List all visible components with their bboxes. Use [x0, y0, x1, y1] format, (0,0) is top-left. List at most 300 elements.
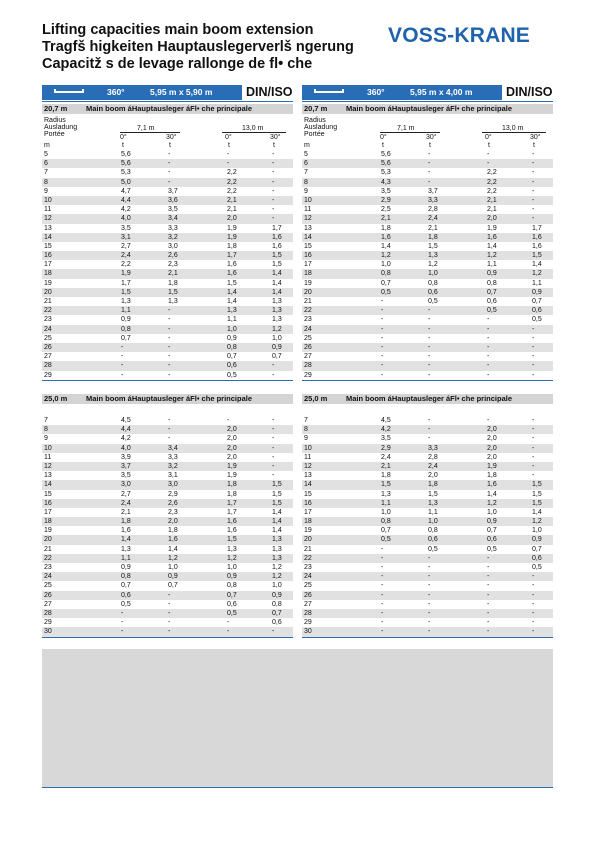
capacity-cell: - [532, 591, 535, 599]
capacity-cell: - [272, 196, 275, 204]
capacity-cell: 2,2 [121, 261, 131, 269]
capacity-cell: 0,9 [227, 573, 237, 581]
capacity-cell: 1,4 [272, 270, 282, 278]
capacity-cell: - [428, 417, 431, 424]
boom-angle: 30° [530, 134, 541, 141]
radius-cell: 12 [44, 215, 52, 223]
table-row [302, 233, 553, 242]
outrigger-dims: 5,95 m x 4,00 m [410, 87, 473, 97]
capacity-cell: 1,9 [227, 233, 237, 241]
radius-cell: 13 [304, 224, 312, 232]
table-row [42, 214, 293, 223]
capacity-cell: 1,3 [272, 307, 282, 315]
capacity-cell: 3,1 [168, 472, 178, 480]
capacity-cell: 1,3 [272, 298, 282, 305]
radius-cell: 8 [304, 426, 308, 434]
radius-cell: 26 [44, 591, 52, 599]
capacity-cell: 1,8 [381, 224, 391, 232]
capacity-cell: 1,0 [428, 270, 438, 278]
boom-length: 25,0 m [44, 394, 68, 403]
capacity-cell: 3,5 [121, 472, 131, 480]
capacity-cell: 0,7 [381, 527, 391, 535]
capacity-cell: 2,1 [381, 215, 391, 223]
capacity-cell: 1,2 [272, 325, 282, 333]
capacity-cell: - [532, 573, 535, 581]
table-row [42, 508, 293, 517]
radius-cell: 22 [304, 307, 312, 315]
unit-label: t [228, 142, 230, 149]
table-row [42, 627, 293, 636]
capacity-cell: - [121, 362, 124, 370]
capacity-cell: - [272, 417, 275, 424]
radius-cell: 27 [44, 600, 52, 608]
capacity-cell: 1,3 [428, 252, 438, 260]
capacity-cell: - [121, 353, 124, 361]
capacity-cell: 1,3 [272, 536, 282, 544]
capacity-cell: 0,5 [428, 298, 438, 305]
table-row [42, 269, 293, 278]
capacity-cell: 1,6 [272, 242, 282, 250]
section-header [42, 104, 293, 114]
table-row [302, 471, 553, 480]
capacity-cell: 0,7 [381, 279, 391, 287]
capacity-cell: - [428, 628, 431, 636]
capacity-cell: 0,6 [121, 591, 131, 599]
radius-cell: 21 [304, 298, 312, 305]
capacity-cell: 1,6 [532, 233, 542, 241]
capacity-cell: 4,5 [381, 417, 391, 424]
table-row [42, 526, 293, 535]
radius-cell: 11 [44, 206, 52, 214]
capacity-cell: 2,3 [168, 508, 178, 516]
capacity-cell: - [532, 417, 535, 424]
capacity-cell: 2,2 [487, 178, 497, 186]
capacity-cell: 1,4 [121, 536, 131, 544]
capacity-cell: 1,3 [272, 554, 282, 562]
capacity-cell: - [272, 151, 275, 158]
capacity-cell: - [121, 628, 124, 636]
capacity-cell: - [168, 591, 171, 599]
capacity-cell: 0,7 [121, 334, 131, 342]
capacity-cell: 4,3 [381, 178, 391, 186]
capacity-cell: - [532, 371, 535, 379]
capacity-cell: 1,3 [168, 298, 178, 305]
capacity-cell: - [168, 334, 171, 342]
capacity-cell: 4,5 [121, 417, 131, 424]
capacity-cell: - [487, 564, 490, 571]
radius-label-line: Ausladung [44, 124, 78, 131]
capacity-cell: 1,4 [487, 490, 497, 498]
capacity-cell: 4,2 [121, 435, 131, 443]
capacity-cell: - [381, 628, 384, 636]
radius-cell: 19 [304, 527, 312, 535]
capacity-cell: 1,9 [227, 462, 237, 470]
table-row [302, 618, 553, 627]
capacity-cell: 1,3 [272, 545, 282, 553]
capacity-cell: 1,0 [168, 564, 178, 571]
capacity-cell: - [532, 169, 535, 177]
radius-cell: 17 [44, 261, 52, 269]
capacity-cell: 1,1 [487, 261, 497, 269]
capacity-cell: 2,0 [487, 435, 497, 443]
radius-label-line: Portée [44, 131, 65, 138]
capacity-cell: - [168, 435, 171, 443]
capacity-cell: 1,5 [532, 481, 542, 489]
radius-cell: 25 [44, 582, 52, 590]
divider [302, 380, 553, 381]
unit-label: m [304, 142, 310, 149]
capacity-cell: 1,6 [381, 233, 391, 241]
table-row [302, 499, 553, 508]
capacity-cell: - [381, 307, 384, 315]
capacity-cell: 1,9 [487, 224, 497, 232]
config-bar [42, 85, 242, 100]
table-row [42, 416, 293, 425]
radius-cell: 19 [44, 527, 52, 535]
capacity-cell: 1,9 [121, 270, 131, 278]
capacity-cell: 0,7 [272, 609, 282, 617]
radius-cell: 22 [44, 307, 52, 315]
capacity-cell: 1,9 [227, 224, 237, 232]
radius-cell: 17 [304, 261, 312, 269]
capacity-cell: - [272, 215, 275, 223]
boom-length: 20,7 m [44, 104, 68, 113]
table-row [302, 159, 553, 168]
capacity-cell: 2,6 [168, 252, 178, 260]
radius-cell: 24 [304, 325, 312, 333]
radius-cell: 18 [304, 518, 312, 526]
boom-icon [54, 89, 84, 95]
capacity-cell: 0,5 [227, 371, 237, 379]
capacity-cell: 2,6 [168, 499, 178, 507]
capacity-cell: 2,2 [227, 178, 237, 186]
capacity-cell: - [532, 325, 535, 333]
capacity-cell: - [272, 169, 275, 177]
capacity-cell: - [272, 371, 275, 379]
radius-value-1: 7,1 m [137, 125, 155, 132]
radius-cell: 28 [304, 609, 312, 617]
capacity-cell: - [381, 334, 384, 342]
capacity-cell: 1,4 [227, 288, 237, 296]
table-row [302, 609, 553, 618]
radius-cell: 14 [44, 233, 52, 241]
table-row [42, 315, 293, 324]
capacity-cell: - [532, 453, 535, 461]
capacity-cell: 1,9 [227, 472, 237, 480]
table-row [42, 545, 293, 554]
radius-cell: 14 [304, 481, 312, 489]
table-row [302, 371, 553, 380]
section-label: Main boom áHauptausleger áFl• che principale [346, 104, 512, 113]
capacity-cell: 2,2 [227, 187, 237, 195]
capacity-cell: 1,2 [272, 564, 282, 571]
table-row [302, 535, 553, 544]
capacity-cell: 0,6 [428, 288, 438, 296]
column-legend [42, 114, 293, 150]
table-row [42, 187, 293, 196]
table-row [302, 196, 553, 205]
table-row [302, 214, 553, 223]
unit-label: t [429, 142, 431, 149]
table-row [42, 196, 293, 205]
boom-angle: 0° [380, 134, 387, 141]
capacity-cell: 1,6 [272, 233, 282, 241]
capacity-cell: 0,9 [272, 343, 282, 351]
capacity-cell: 3,7 [168, 187, 178, 195]
radius-cell: 29 [44, 371, 52, 379]
table-row [42, 334, 293, 343]
capacity-cell: - [487, 582, 490, 590]
capacity-cell: 0,7 [487, 288, 497, 296]
radius-cell: 22 [44, 554, 52, 562]
capacity-cell: 1,5 [532, 499, 542, 507]
standard-label: DIN/ISO [246, 85, 293, 99]
capacity-cell: 1,0 [227, 564, 237, 571]
divider [302, 101, 553, 102]
radius-cell: 28 [44, 609, 52, 617]
capacity-cell: 3,0 [168, 242, 178, 250]
capacity-cell: 0,9 [487, 270, 497, 278]
capacity-cell: 3,3 [428, 444, 438, 452]
capacity-cell: 1,6 [121, 527, 131, 535]
boom-length: 20,7 m [304, 104, 328, 113]
capacity-cell: 0,6 [532, 307, 542, 315]
capacity-cell: - [272, 453, 275, 461]
capacity-cell: 1,3 [121, 298, 131, 305]
title-line-de: Tragfš higkeiten Hauptauslegerverlš ngerung [42, 39, 354, 55]
capacity-cell: 2,9 [381, 444, 391, 452]
capacity-cell: 0,9 [121, 564, 131, 571]
table-row [302, 490, 553, 499]
capacity-cell: 1,5 [428, 242, 438, 250]
capacity-cell: 0,9 [227, 334, 237, 342]
table-row [302, 288, 553, 297]
capacity-cell: 1,5 [272, 261, 282, 269]
table-row [302, 168, 553, 177]
capacity-cell: 0,6 [487, 298, 497, 305]
capacity-cell: - [227, 417, 230, 424]
table-row [42, 306, 293, 315]
capacity-cell: - [381, 343, 384, 351]
capacity-cell: - [487, 316, 490, 324]
radius-cell: 9 [304, 187, 308, 195]
capacity-cell: 1,1 [121, 554, 131, 562]
capacity-cell: - [227, 151, 230, 158]
radius-cell: 8 [304, 178, 308, 186]
capacity-cell: 3,0 [121, 481, 131, 489]
table-row [42, 609, 293, 618]
capacity-cell: 1,8 [227, 490, 237, 498]
capacity-cell: - [381, 619, 384, 627]
capacity-cell: - [428, 334, 431, 342]
title-line-fr: Capacitž s de levage rallonge de fl• che [42, 56, 313, 72]
capacity-cell: 0,8 [381, 518, 391, 526]
capacity-cell: - [428, 160, 431, 168]
capacity-cell: - [532, 444, 535, 452]
capacity-cell: 4,4 [121, 426, 131, 434]
radius-underline [482, 132, 546, 133]
capacity-cell: - [272, 160, 275, 168]
capacity-cell: 1,8 [227, 242, 237, 250]
radius-cell: 14 [44, 481, 52, 489]
radius-cell: 8 [44, 426, 48, 434]
slew-angle: 360° [107, 87, 125, 97]
radius-cell: 24 [44, 573, 52, 581]
capacity-cell: - [381, 316, 384, 324]
capacity-cell: 0,9 [121, 316, 131, 324]
table-row [42, 480, 293, 489]
capacity-cell: - [532, 619, 535, 627]
capacity-cell: 1,6 [168, 536, 178, 544]
radius-cell: 11 [44, 453, 52, 461]
table-row [302, 187, 553, 196]
capacity-cell: 1,1 [532, 279, 542, 287]
radius-cell: 10 [304, 444, 312, 452]
capacity-cell: 2,0 [487, 426, 497, 434]
capacity-cell: - [381, 298, 384, 305]
capacity-cell: 1,0 [428, 518, 438, 526]
table-row [42, 499, 293, 508]
capacity-cell: 1,6 [227, 261, 237, 269]
capacity-cell: - [381, 591, 384, 599]
capacity-cell: - [487, 591, 490, 599]
table-row [42, 251, 293, 260]
capacity-cell: 0,9 [272, 591, 282, 599]
table-row [42, 260, 293, 269]
table-row [302, 352, 553, 361]
capacity-cell: 3,2 [168, 233, 178, 241]
radius-label-line: Radius [304, 117, 326, 124]
radius-cell: 11 [304, 453, 312, 461]
radius-cell: 14 [304, 233, 312, 241]
capacity-cell: - [532, 609, 535, 617]
capacity-cell: - [428, 353, 431, 361]
capacity-cell: - [121, 343, 124, 351]
table-row [42, 591, 293, 600]
radius-cell: 25 [304, 334, 312, 342]
divider [302, 637, 553, 638]
capacity-cell: 0,8 [227, 582, 237, 590]
capacity-cell: 0,6 [532, 554, 542, 562]
load-table-20-7-left [42, 104, 293, 381]
capacity-cell: 1,4 [272, 279, 282, 287]
boom-angle: 0° [485, 134, 492, 141]
radius-cell: 12 [304, 462, 312, 470]
capacity-cell: - [428, 325, 431, 333]
load-table-25-0-left [42, 394, 293, 638]
table-row [42, 563, 293, 572]
capacity-cell: 1,4 [487, 242, 497, 250]
capacity-cell: - [532, 628, 535, 636]
capacity-cell: 2,8 [428, 453, 438, 461]
capacity-cell: - [227, 160, 230, 168]
capacity-cell: - [428, 609, 431, 617]
capacity-cell: 0,9 [532, 536, 542, 544]
capacity-cell: 1,5 [168, 288, 178, 296]
divider [42, 787, 553, 788]
capacity-cell: 0,8 [227, 343, 237, 351]
capacity-cell: 0,8 [121, 573, 131, 581]
capacity-cell: 3,5 [168, 206, 178, 214]
section-label: Main boom áHauptausleger áFl• che principale [346, 394, 512, 403]
table-row [302, 297, 553, 306]
boom-angle: 30° [426, 134, 437, 141]
capacity-cell: - [381, 362, 384, 370]
capacity-cell: - [487, 371, 490, 379]
radius-cell: 7 [44, 169, 48, 177]
capacity-cell: 0,5 [532, 316, 542, 324]
capacity-cell: - [168, 371, 171, 379]
table-row [42, 297, 293, 306]
radius-cell: 13 [44, 472, 52, 480]
table-row [302, 572, 553, 581]
radius-cell: 26 [304, 591, 312, 599]
capacity-cell: 4,2 [381, 426, 391, 434]
radius-label-line: Ausladung [304, 124, 338, 131]
table-row [302, 150, 553, 159]
capacity-cell: - [168, 325, 171, 333]
table-row [302, 279, 553, 288]
radius-cell: 22 [304, 554, 312, 562]
capacity-cell: - [121, 609, 124, 617]
radius-cell: 6 [304, 160, 308, 168]
capacity-cell: 0,6 [227, 362, 237, 370]
radius-cell: 26 [304, 343, 312, 351]
capacity-cell: 1,0 [381, 261, 391, 269]
capacity-cell: - [381, 609, 384, 617]
capacity-cell: - [428, 426, 431, 434]
table-row [302, 343, 553, 352]
capacity-cell: 1,2 [532, 518, 542, 526]
radius-cell: 30 [44, 628, 52, 636]
capacity-cell: 1,5 [227, 279, 237, 287]
capacity-cell: 1,3 [227, 307, 237, 315]
capacity-cell: 0,7 [532, 545, 542, 553]
radius-cell: 8 [44, 178, 48, 186]
radius-cell: 17 [304, 508, 312, 516]
capacity-cell: 2,1 [381, 462, 391, 470]
table-row [302, 554, 553, 563]
capacity-cell: 1,4 [272, 508, 282, 516]
capacity-cell: 0,5 [487, 307, 497, 315]
capacity-cell: - [428, 169, 431, 177]
table-row [302, 591, 553, 600]
radius-cell: 28 [44, 362, 52, 370]
table-row [42, 444, 293, 453]
unit-label: t [273, 142, 275, 149]
capacity-cell: - [381, 353, 384, 361]
capacity-cell: - [168, 151, 171, 158]
capacity-cell: 0,9 [532, 288, 542, 296]
capacity-cell: 1,2 [428, 261, 438, 269]
table-row [42, 159, 293, 168]
radius-cell: 10 [304, 196, 312, 204]
capacity-cell: - [168, 307, 171, 315]
table-row [302, 480, 553, 489]
capacity-cell: 3,4 [168, 444, 178, 452]
capacity-cell: - [227, 619, 230, 627]
capacity-cell: 1,4 [532, 508, 542, 516]
capacity-cell: 1,6 [487, 481, 497, 489]
capacity-cell: - [381, 573, 384, 581]
table-row [42, 425, 293, 434]
table-row [302, 453, 553, 462]
capacity-cell: 1,7 [121, 279, 131, 287]
capacity-cell: - [487, 362, 490, 370]
capacity-cell: 1,6 [227, 270, 237, 278]
capacity-cell: 2,1 [121, 508, 131, 516]
capacity-cell: 1,4 [168, 545, 178, 553]
